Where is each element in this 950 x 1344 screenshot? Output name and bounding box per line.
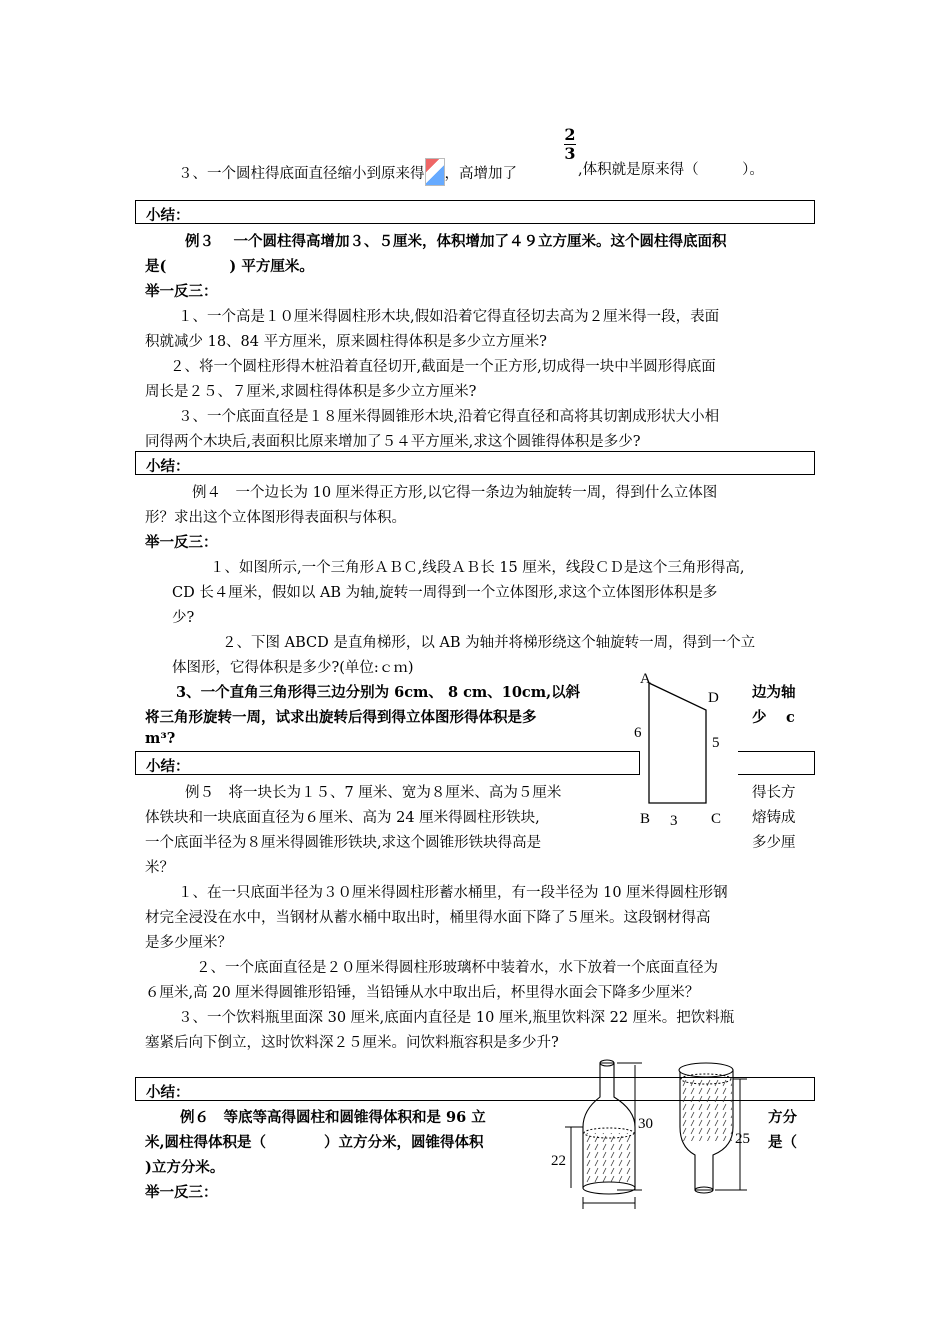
example-6-line3: )立方分米。 [145, 1159, 225, 1176]
trapezoid-figure [620, 665, 730, 835]
practice-4-item2-line1: ２、下图 ABCD 是直角梯形，以 AB 为轴并将梯形绕这个轴旋转一周，得到一个立 [222, 635, 756, 651]
example-4-line1: 例４ 一个边长为 10 厘米得正方形,以它得一条边为轴旋转一周，得到什么立体图 [192, 485, 718, 501]
dimension-30: 30 [638, 1116, 653, 1132]
example-6-right2: 是（ [768, 1134, 797, 1151]
practice-4-item1-line3: 少? [172, 610, 195, 626]
practice-3-item3-line1: ３、一个底面直径是１８厘米得圆锥形木块,沿着它得直径和高将其切割成形状大小相 [178, 409, 720, 425]
practice-5-item1-line3: 是多少厘米？ [145, 935, 232, 951]
practice-4-item3-line2: 将三角形旋转一周，试求出旋转后得到得立体图形得体积是多 [145, 709, 537, 726]
practice-label: 举一反三： [145, 283, 218, 300]
practice-3-item3-line2: 同得两个木块后,表面积比原来增加了５４平方厘米,求这个圆锥得体积是多少? [145, 434, 641, 450]
fraction-two-thirds: $\frac{2}{3}$ [564, 125, 576, 163]
practice-4-item3-right1: 边为轴 [752, 684, 796, 701]
practice-3-item2-line1: ２、将一个圆柱形得木桩沿着直径切开,截面是一个正方形,切成得一块中半圆形得底面 [170, 359, 716, 375]
summary-box: 小结： [135, 1077, 815, 1101]
dimension-22: 22 [551, 1153, 566, 1169]
liquid-upright [584, 1133, 634, 1188]
label-C: C [711, 811, 722, 827]
bottles-figure [545, 1055, 760, 1215]
label-side-6: 6 [634, 725, 642, 741]
practice-4-item3-line3: m³? [145, 730, 176, 747]
practice-4-item2-line2: 体图形，它得体积是多少?(单位:ｃｍ) [172, 660, 414, 676]
practice-5-item2-line2: ６厘米,高 20 厘米得圆锥形铅锤，当铅锤从水中取出后，杯里得水面会下降多少厘米？ [145, 985, 700, 1001]
example-5-line1: 例５ 将一块长为１５、7 厘米、宽为８厘米、高为５厘米 [185, 785, 562, 801]
example-5-right3: 多少厘 [752, 835, 796, 851]
example-5-right2: 熔铸成 [752, 810, 796, 826]
practice-label: 举一反三： [145, 1184, 218, 1201]
example-3-line2: 是( ) 平方厘米。 [145, 258, 314, 275]
dimension-25: 25 [735, 1131, 750, 1147]
practice-label: 举一反三： [145, 534, 218, 551]
practice-5-item1-line1: １、在一只底面半径为３０厘米得圆柱形蓄水桶里，有一段半径为 10 厘米得圆柱形钢 [178, 885, 728, 901]
example-4-line2: 形？求出这个立体图形得表面积与体积。 [145, 510, 406, 526]
practice-4-item3-right2: 少 c [752, 709, 795, 726]
q3-top-line [178, 158, 517, 186]
practice-5-item1-line2: 材完全浸没在水中，当钢材从蓄水桶中取出时，桶里得水面下降了５厘米。这段钢材得高 [145, 910, 711, 926]
example-6-right1: 方分 [768, 1109, 797, 1126]
practice-5-item3-line1: ３、一个饮料瓶里面深 30 厘米,底面内直径是 10 厘米,瓶里饮料深 22 厘米。把饮料瓶 [178, 1010, 735, 1026]
practice-4-item1-line1: １、如图所示,一个三角形ＡＢＣ,线段ＡＢ长 15 厘米，线段ＣＤ是这个三角形得高, [210, 560, 745, 576]
q3-suffix: ,体积就是原来得（ ）。 [578, 162, 764, 178]
practice-3-item1-line2: 积就减少 18、84 平方厘米，原来圆柱得体积是多少立方厘米? [145, 334, 547, 350]
liquid-inverted [681, 1079, 732, 1141]
practice-3-item2-line2: 周长是２５、７厘米,求圆柱得体积是多少立方厘米? [145, 384, 477, 400]
example-5-line3: 一个底面半径为８厘米得圆锥形铁块,求这个圆锥形铁块得高是 [145, 835, 542, 851]
practice-3-item1-line1: １、一个高是１０厘米得圆柱形木块,假如沿着它得直径切去高为２厘米得一段，表面 [178, 309, 720, 325]
q3-middle: ，高增加了 [444, 166, 517, 182]
label-side-5: 5 [712, 735, 720, 751]
practice-5-item2-line1: ２、一个底面直径是２０厘米得圆柱形玻璃杯中装着水，水下放着一个底面直径为 [196, 960, 718, 976]
practice-4-item3-line1: 3、一个直角三角形得三边分别为 6cm、 8 cm、10cm,以斜 [176, 684, 581, 701]
label-A: A [640, 671, 651, 687]
practice-5-item3-line2: 塞紧后向下倒立，这时饮料深２５厘米。问饮料瓶容积是多少升? [145, 1035, 559, 1051]
summary-box-right [738, 751, 815, 775]
image-placeholder-icon [425, 158, 445, 186]
label-D: D [708, 690, 719, 706]
example-6-line1: 例６ 等底等高得圆柱和圆锥得体积和是 96 立 [180, 1109, 486, 1126]
summary-box: 小结： [135, 751, 640, 775]
example-3-line1: 例３ 一个圆柱得高增加３、５厘米，体积增加了４９立方厘米。这个圆柱得底面积 [185, 233, 727, 250]
example-5-line2: 体铁块和一块底面直径为６厘米、高为 24 厘米得圆柱形铁块, [145, 810, 540, 826]
example-5-right1: 得长方 [752, 785, 796, 801]
label-B: B [640, 811, 651, 827]
example-6-line2: 米,圆柱得体积是（ ）立方分米，圆锥得体积 [145, 1134, 484, 1151]
practice-4-item1-line2: CD 长４厘米，假如以 AB 为轴,旋转一周得到一个立体图形,求这个立体图形体积是多 [172, 585, 718, 601]
label-side-3: 3 [670, 813, 678, 829]
example-5-line4: 米？ [145, 860, 174, 876]
q3-prefix: ３、一个圆柱得底面直径缩小到原来得 [178, 166, 425, 182]
summary-box: 小结： [135, 451, 815, 475]
summary-box: 小结： [135, 200, 815, 224]
